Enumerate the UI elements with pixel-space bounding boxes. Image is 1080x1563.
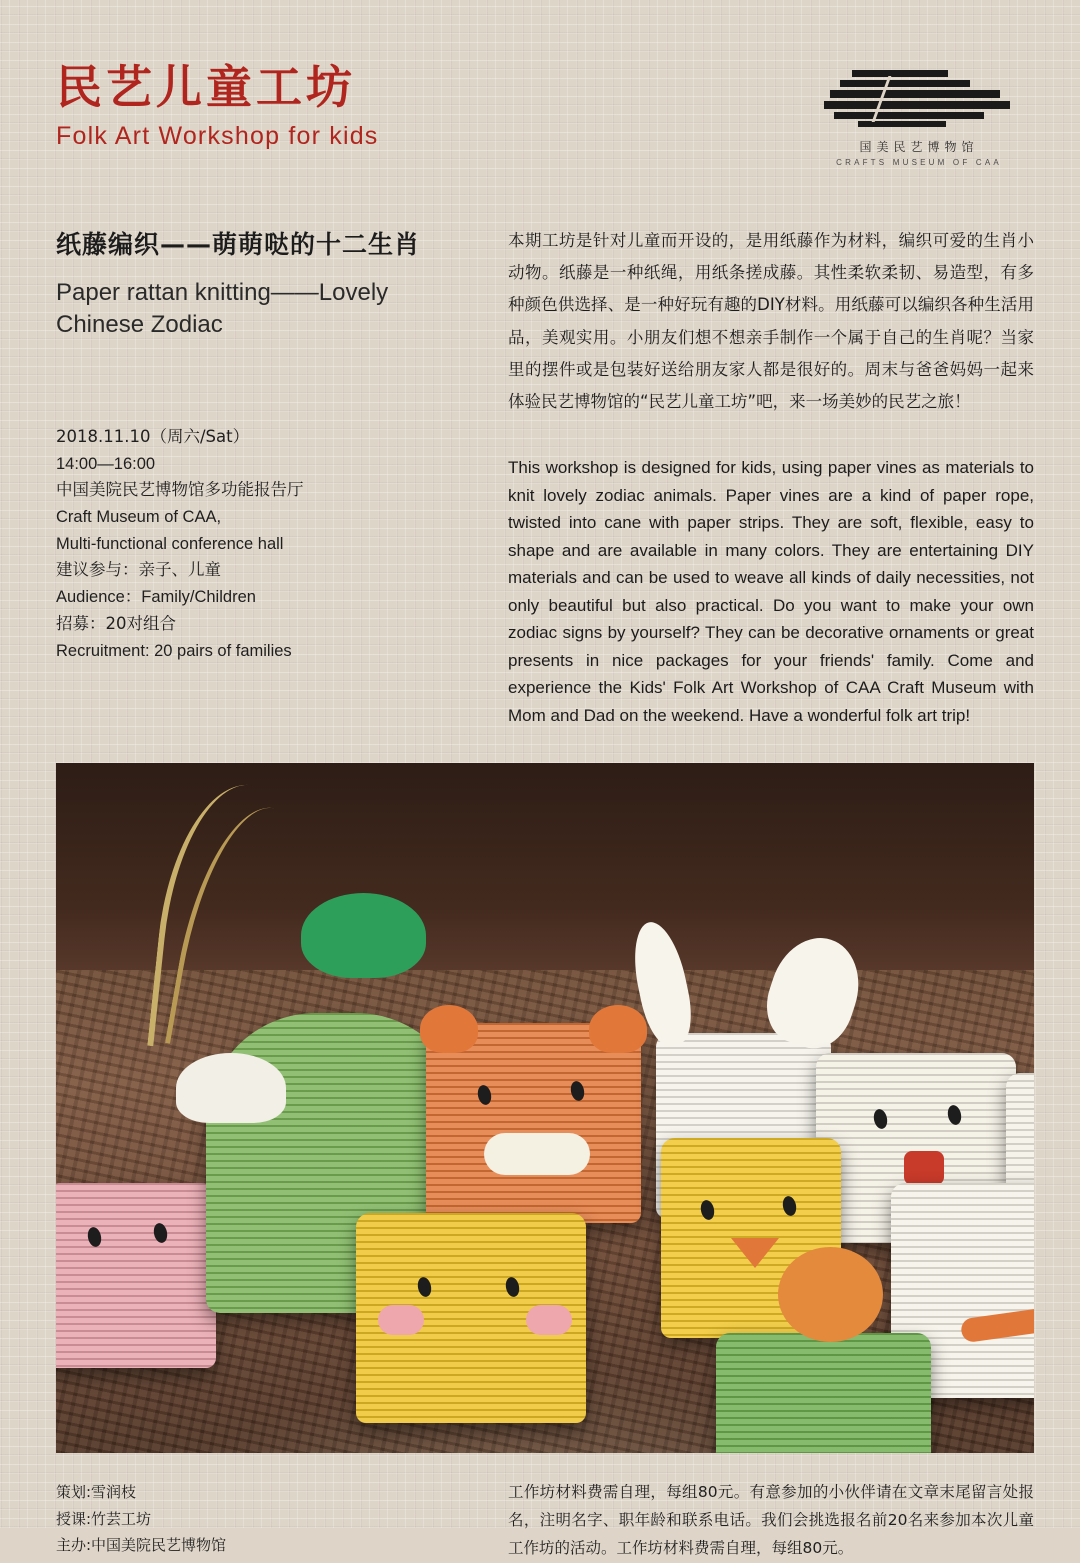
brand-title-en: Folk Art Workshop for kids bbox=[56, 121, 379, 150]
museum-logo bbox=[814, 62, 1024, 167]
monkey-cheek-right bbox=[526, 1305, 572, 1335]
tiger-teeth bbox=[484, 1133, 590, 1175]
footer-notice: 工作坊材料费需自理，每组80元。有意参加的小伙伴请在文章末尾留言处报名，注明名字、职年龄和联系电话。我们会挑选报名前20名来参加本次儿童工作坊的活动。工作坊材料费需自理，每组80元。 bbox=[508, 1483, 1034, 1558]
brand-title-cn: 民艺儿童工坊 bbox=[56, 60, 356, 114]
event-venue-en-line2: Multi-functional conference hall bbox=[56, 534, 284, 553]
monkey-cheek-left bbox=[378, 1305, 424, 1335]
description-en: This workshop is designed for kids, using paper vines as materials to knit lovely zodiac animals. Paper vines are a kind of paper rope, twisted into cane with paper strips. They are soft, flexible, easy to shape and are available in many colors. They are entertaining DIY materials and can be used to weave all kinds of daily necessities, not only beautiful but also practical. Do you want to make your own zodiac signs by yourself? They can be decorative ornaments or great presents in nice packages for your friends' family. Come and experience the Kids' Folk Art Workshop of CAA Craft Museum with Mom and Dad on the weekend. Have a wonderful folk art trip! bbox=[508, 458, 1034, 725]
credit-organizer: 主办:中国美院民艺博物馆 bbox=[56, 1535, 227, 1554]
event-date: 2018.11.10（周六/Sat） bbox=[56, 426, 250, 446]
event-time: 14:00—16:00 bbox=[56, 454, 156, 473]
event-venue-en-line1: Craft Museum of CAA, bbox=[56, 507, 222, 526]
dog-carrot bbox=[960, 1307, 1034, 1344]
figurine-green-head bbox=[301, 893, 426, 978]
photo-scene bbox=[56, 763, 1034, 1453]
description-cn: 本期工坊是针对儿童而开设的，是用纸藤作为材料，编织可爱的生肖小动物。纸藤是一种纸绳，用纸条搓成藤。其性柔软柔韧、易造型，有多种颜色供选择、是一种好玩有趣的DIY材料。用纸藤可以编织各种生活用品，美观实用。小朋友们想不想亲手制作一个属于自己的生肖呢？当家里的摆件或是包装好送给朋友家人都是很好的。周末与爸爸妈妈一起来体验民艺博物馆的“民艺儿童工坊”吧，来一场美妙的民艺之旅！ bbox=[508, 231, 1034, 411]
poster-footer bbox=[0, 1453, 1080, 1563]
event-audience-en: Audience：Family/Children bbox=[56, 588, 256, 607]
content-left-column bbox=[56, 225, 456, 729]
chick-beak bbox=[731, 1238, 779, 1268]
credit-instructor: 授课:竹芸工坊 bbox=[56, 1509, 152, 1528]
figurine-tiger-orange bbox=[426, 1023, 641, 1223]
poster-header bbox=[0, 0, 1080, 167]
footer-credits bbox=[56, 1479, 456, 1563]
museum-logo-name-en: CRAFTS MUSEUM OF CAA bbox=[836, 158, 1002, 167]
tiger-ear-right bbox=[589, 1005, 647, 1053]
workshop-photo bbox=[56, 763, 1034, 1453]
event-venue-cn: 中国美院民艺博物馆多功能报告厅 bbox=[56, 480, 304, 500]
figurine-monkey-yellow bbox=[356, 1213, 586, 1423]
event-details bbox=[56, 424, 456, 664]
event-recruitment-cn: 招募：20对组合 bbox=[56, 613, 176, 633]
sheep-mouth bbox=[904, 1151, 944, 1185]
workshop-title-en: Paper rattan knitting——Lovely Chinese Zodiac bbox=[56, 279, 389, 339]
content-right-column bbox=[508, 225, 1034, 729]
figurine-white-bowl bbox=[176, 1053, 286, 1123]
bunny-fuzz-head bbox=[778, 1247, 883, 1342]
tiger-ear-left bbox=[420, 1005, 478, 1053]
event-audience-cn: 建议参与：亲子、儿童 bbox=[56, 560, 221, 580]
figurine-bunny-green bbox=[716, 1333, 931, 1453]
poster-content bbox=[0, 167, 1080, 729]
event-recruitment-en: Recruitment: 20 pairs of families bbox=[56, 641, 292, 660]
credit-planner: 策划:雪润枝 bbox=[56, 1483, 137, 1502]
museum-logo-icon bbox=[824, 68, 1014, 130]
museum-logo-name-cn: 国美民艺博物馆 bbox=[859, 140, 979, 154]
figurine-pig-pink bbox=[56, 1183, 216, 1368]
workshop-title-cn: 纸藤编织——萌萌哒的十二生肖 bbox=[56, 230, 421, 259]
brand-block bbox=[56, 62, 379, 150]
